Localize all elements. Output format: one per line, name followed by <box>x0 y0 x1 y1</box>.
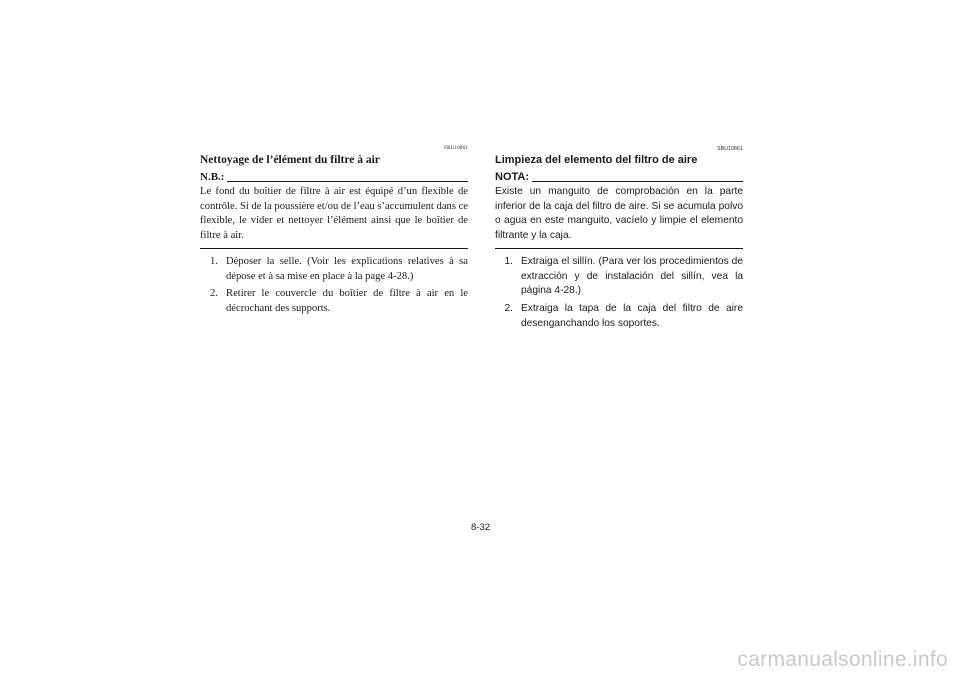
note-label: NOTA: <box>495 171 530 183</box>
step-list <box>495 255 743 332</box>
note-body: Le fond du boîtier de filtre à air est équipé d’un flexible de contrôle. Si de la poussière et/ou de l’eau s’accumulent dans ce flexible, le vider et nettoyer l’élément ainsi que le boîtier de filtre à air. <box>200 186 468 242</box>
step-number: 1. <box>210 255 218 267</box>
note-rule <box>532 181 743 182</box>
list-item <box>495 302 743 331</box>
step-list <box>200 255 468 317</box>
note-rule <box>227 181 468 182</box>
step-text: Retirer le couvercle du boîtier de filtre à air en le décrochant des supports. <box>226 288 468 314</box>
spanish-column <box>495 146 743 334</box>
step-number: 2. <box>504 302 513 314</box>
note-label: N.B.: <box>200 171 225 183</box>
page-number: 8-32 <box>471 522 491 533</box>
section-title: Limpieza del elemento del filtro de aire <box>495 154 698 166</box>
step-number: 1. <box>504 255 513 267</box>
step-text: Déposer la selle. (Voir les explications relatives à sa dépose et à sa mise en place à la page 4-28.) <box>226 255 468 282</box>
step-text: Extraiga la tapa de la caja del filtro de aire desenganchando los soportes. <box>521 302 743 329</box>
note-body: Existe un manguito de comprobación en la parte inferior de la caja del filtro de aire. Si se acumula polvo o agua en este manguito, vacíelo y limpie el elemento filtrante y la caja. <box>495 186 743 242</box>
section-code: SBU10861 <box>717 146 743 152</box>
list-item <box>200 255 468 284</box>
note-end-rule <box>200 248 468 249</box>
note-end-rule <box>495 248 743 249</box>
note-header <box>200 171 468 184</box>
section-title: Nettoyage de l’élément du filtre à air <box>200 154 380 166</box>
step-text: Extraiga el sillín. (Para ver los procedimientos de extracción y de instalación del sillín, vea la página 4-28.) <box>521 255 743 297</box>
list-item <box>200 287 468 316</box>
step-number: 2. <box>210 288 218 300</box>
list-item <box>495 255 743 299</box>
note-header <box>495 171 743 184</box>
watermark: carmanualsonline.info <box>737 648 948 671</box>
section-code: FBU10861 <box>444 146 468 151</box>
french-column <box>200 146 468 320</box>
